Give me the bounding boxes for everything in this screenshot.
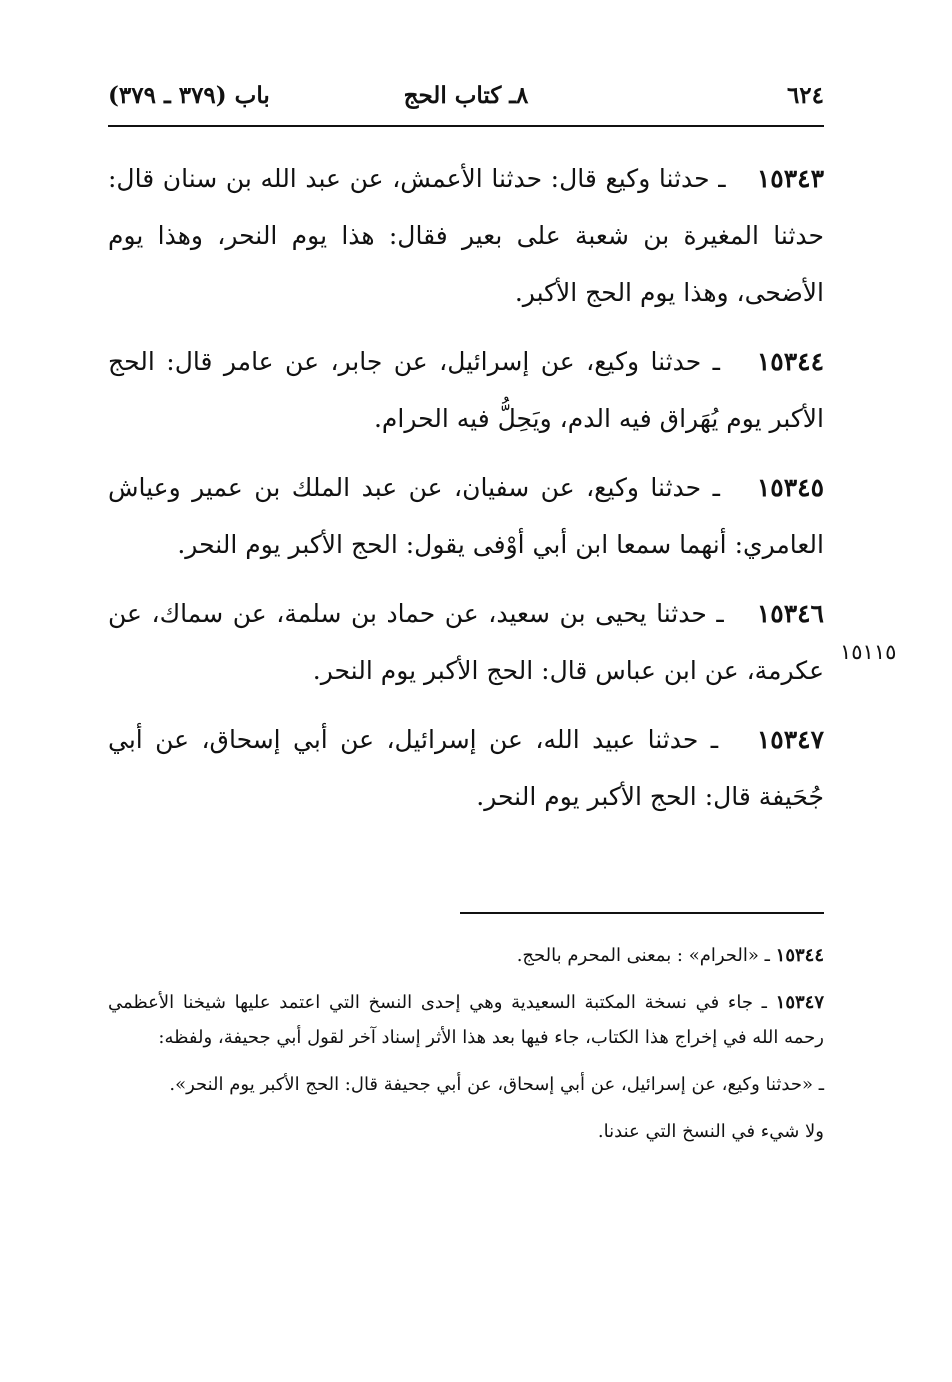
running-header xyxy=(108,82,824,122)
footnote-text: ـ جاء في نسخة المكتبة السعيدية وهي إحدى النسخ التي اعتمد عليها شيخنا الأعظمي رحمه الله في إخراج هذا الكتاب، جاء فيها بعد هذا الأثر إسناد آخر لقول أبي جحيفة، ولفظه: xyxy=(108,992,824,1048)
footnote xyxy=(108,985,824,1055)
footnote-text: ـ «الحرام» : بمعنى المحرم بالحج. xyxy=(516,945,770,966)
hadith-number: ١٥٣٤٥ xyxy=(756,473,824,502)
hadith-entry xyxy=(108,585,824,699)
hadith-entry xyxy=(108,459,824,573)
main-text xyxy=(108,150,824,837)
hadith-number: ١٥٣٤٤ xyxy=(756,347,824,376)
page-number: ٦٢٤ xyxy=(786,82,824,109)
footnote-text: ولا شيء في النسخ التي عندنا. xyxy=(597,1121,824,1142)
hadith-text: ـ حدثنا عبيد الله، عن إسرائيل، عن أبي إسحاق، عن أبي جُحَيفة قال: الحج الأكبر يوم النحر. xyxy=(108,725,824,811)
footnote-number: ١٥٣٤٧ xyxy=(775,992,824,1013)
footnote xyxy=(108,938,824,973)
hadith-number: ١٥٣٤٧ xyxy=(756,725,824,754)
footnote-note xyxy=(108,1114,824,1149)
hadith-number: ١٥٣٤٦ xyxy=(756,599,824,628)
hadith-number: ١٥٣٤٣ xyxy=(756,164,824,193)
hadith-entry xyxy=(108,711,824,825)
chapter-title: باب (٣٧٩ ـ ٣٧٩) xyxy=(108,82,270,109)
hadith-text: ـ حدثنا يحيى بن سعيد، عن حماد بن سلمة، عن سماك، عن عكرمة، عن ابن عباس قال: الحج الأكبر يوم النحر. xyxy=(108,599,824,685)
footnote-text: ـ «حدثنا وكيع، عن إسرائيل، عن أبي إسحاق، عن أبي جحيفة قال: الحج الأكبر يوم النحر». xyxy=(169,1074,824,1095)
footnote-number: ١٥٣٤٤ xyxy=(775,945,824,966)
footnote-quote xyxy=(108,1067,824,1102)
hadith-text: ـ حدثنا وكيع، عن سفيان، عن عبد الملك بن عمير وعياش العامري: أنهما سمعا ابن أبي أوْفى يقول: الحج الأكبر يوم النحر. xyxy=(108,473,824,559)
hadith-text: ـ حدثنا وكيع قال: حدثنا الأعمش، عن عبد الله بن سنان قال: حدثنا المغيرة بن شعبة على بعير فقال: هذا يوم النحر، وهذا يوم الأضحى، وهذا يوم الحج الأكبر. xyxy=(108,164,824,307)
hadith-entry xyxy=(108,150,824,321)
book-title: ٨ـ كتاب الحج xyxy=(403,82,529,109)
footnotes xyxy=(108,938,824,1161)
footnote-divider xyxy=(460,912,824,914)
hadith-entry xyxy=(108,333,824,447)
margin-reference-number: ١٥١١٥ xyxy=(840,640,897,664)
hadith-text: ـ حدثنا وكيع، عن إسرائيل، عن جابر، عن عامر قال: الحج الأكبر يوم يُهَراق فيه الدم، ويَحِلُّ فيه الحرام. xyxy=(108,347,824,433)
header-divider xyxy=(108,125,824,127)
